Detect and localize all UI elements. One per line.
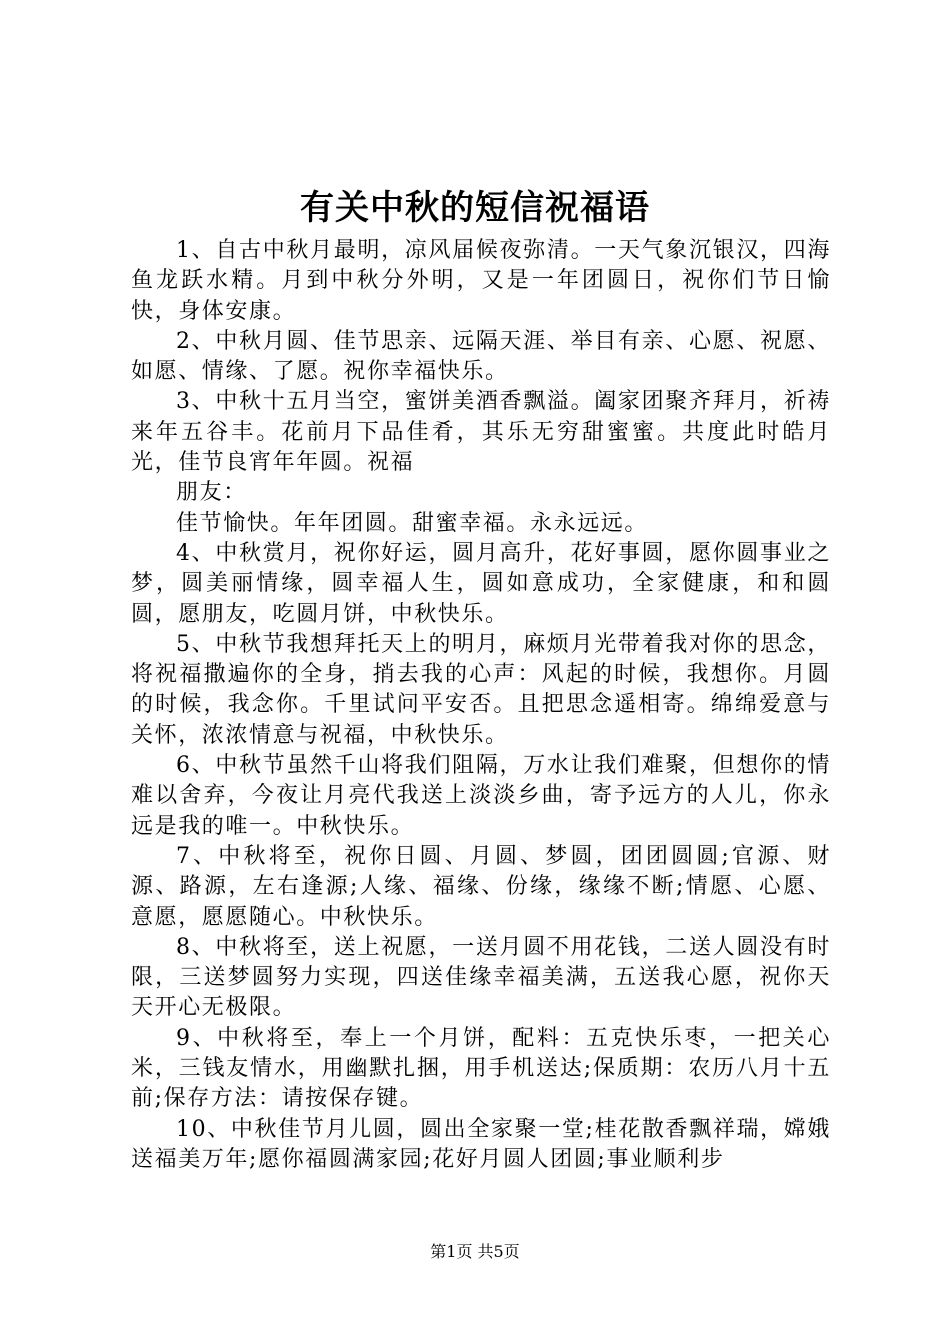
- document-title: 有关中秋的短信祝福语: [300, 188, 650, 228]
- paragraph: 6、中秋节虽然千山将我们阻隔，万水让我们难聚，但想你的情难以舍弃，今夜让月亮代我送上淡淡乡曲，寄予远方的人儿，你永远是我的唯一。中秋快乐。: [131, 753, 831, 839]
- document-body: [131, 236, 831, 1175]
- paragraph: 9、中秋将至，奉上一个月饼，配料：五克快乐枣，一把关心米，三钱友情水，用幽默扎捆，用手机送达;保质期：农历八月十五前;保存方法：请按保存键。: [131, 1025, 831, 1112]
- paragraph: 佳节愉快。年年团圆。甜蜜幸福。永永远远。: [176, 510, 649, 536]
- paragraph: 4、中秋赏月，祝你好运，圆月高升，花好事圆，愿你圆事业之梦，圆美丽情缘，圆幸福人生，圆如意成功，全家健康，和和圆圆，愿朋友，吃圆月饼，中秋快乐。: [131, 540, 831, 627]
- paragraph: 7、中秋将至，祝你日圆、月圆、梦圆，团团圆圆;官源、财源、路源，左右逢源;人缘、福缘、份缘，缘缘不断;情愿、心愿、意愿，愿愿随心。中秋快乐。: [131, 843, 831, 930]
- paragraph: 10、中秋佳节月儿圆，圆出全家聚一堂;桂花散香飘祥瑞，嫦娥送福美万年;愿你福圆满家园;花好月圆人团圆;事业顺利步: [131, 1116, 831, 1172]
- paragraph: 朋友：: [176, 480, 247, 506]
- paragraph: 2、中秋月圆、佳节思亲、远隔天涯、举目有亲、心愿、祝愿、如愿、情缘、了愿。祝你幸福快乐。: [131, 328, 831, 385]
- paragraph: 5、中秋节我想拜托天上的明月，麻烦月光带着我对你的思念，将祝福撒遍你的全身，捎去我的心声：风起的时候，我想你。月圆的时候，我念你。千里试问平安否。且把思念遥相寄。绵绵爱意与关怀，浓浓情意与祝福，中秋快乐。: [131, 631, 831, 748]
- paragraph: 3、中秋十五月当空，蜜饼美酒香飘溢。阖家团聚齐拜月，祈祷来年五谷丰。花前月下品佳肴，其乐无穷甜蜜蜜。共度此时皓月光，佳节良宵年年圆。祝福: [131, 389, 831, 476]
- page-number-footer: 第1页 共5页: [430, 1242, 520, 1261]
- paragraph: 1、自古中秋月最明，凉风届候夜弥清。一天气象沉银汉，四海鱼龙跃水精。月到中秋分外明，又是一年团圆日，祝你们节日愉快，身体安康。: [131, 238, 831, 324]
- paragraph: 8、中秋将至，送上祝愿，一送月圆不用花钱，二送人圆没有时限，三送梦圆努力实现，四送佳缘幸福美满，五送我心愿，祝你天天开心无极限。: [131, 934, 831, 1021]
